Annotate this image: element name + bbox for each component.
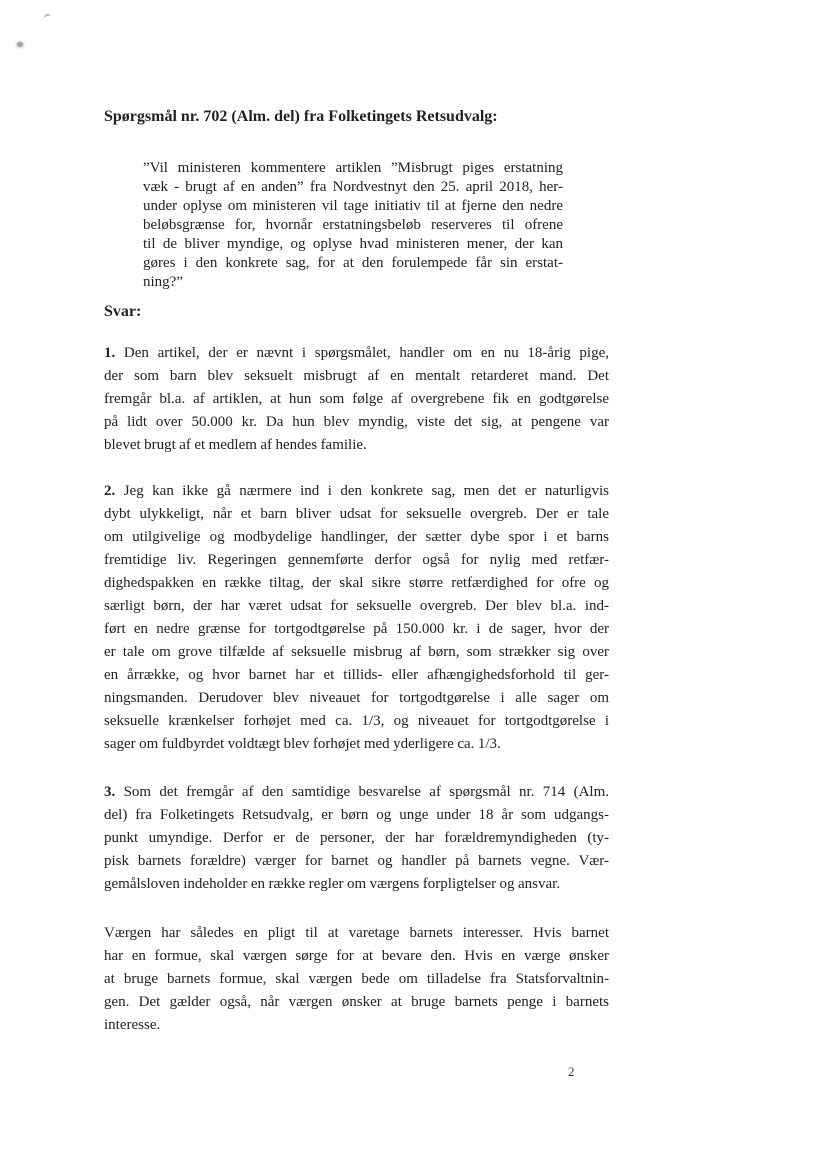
text-line: på lidt over 50.000 kr. Da hun blev myndig, viste det sig, at pengene var <box>104 414 609 430</box>
page-number: 2 <box>568 1064 575 1079</box>
text-line: 2. Jeg kan ikke gå nærmere ind i den konkrete sag, men det er naturligvis <box>104 483 609 499</box>
text-line: fremgår bl.a. af artiklen, at hun som følge af overgrebene fik en godtgørelse <box>104 391 609 407</box>
text-line: gemålsloven indeholder en række regler om værgens forpligtelser og ansvar. <box>104 876 561 892</box>
text-line: der som barn blev seksuelt misbrugt af en mentalt retarderet mand. Det <box>104 368 609 384</box>
scan-artifact <box>43 13 52 22</box>
text-line: blevet brugt af et medlem af hendes familie. <box>104 437 367 453</box>
text-line: fremtidige liv. Regeringen gennemførte derfor også for nylig med retfær- <box>104 552 609 568</box>
text-line: 3. Som det fremgår af den samtidige besvarelse af spørgsmål nr. 714 (Alm. <box>104 784 609 800</box>
text-line: del) fra Folketingets Retsudvalg, er børn og unge under 18 år som udgangs- <box>104 807 609 823</box>
answer-paragraph-2 <box>104 480 609 756</box>
answer-paragraph-1 <box>104 342 609 457</box>
text-line: 1. Den artikel, der er nævnt i spørgsmålet, handler om en nu 18-årig pige, <box>104 345 609 361</box>
text-line: har en formue, skal værgen sørge for at bevare den. Hvis en værge ønsker <box>104 948 609 964</box>
text-line: om utilgivelige og modbydelige handlinger, der sætter dybe spor i et barns <box>104 529 609 545</box>
scan-artifact <box>17 42 23 47</box>
text-line: gen. Det gælder også, når værgen ønsker at bruge barnets penge i barnets <box>104 994 609 1010</box>
text-line: gøres i den konkrete sag, for at den forulempede får sin erstat- <box>143 255 563 271</box>
text-line: dybt ulykkeligt, når et barn bliver udsat for seksuelle overgreb. Der er tale <box>104 506 609 522</box>
text-line: pisk barnets forældre) værger for barnet og handler på barnets vegne. Vær- <box>104 853 609 869</box>
text-line: interesse. <box>104 1017 161 1033</box>
text-line: seksuelle krænkelser forhøjet med ca. 1/3, og niveauet for tortgodtgørelse i <box>104 713 609 729</box>
text-line: væk - brugt af en anden” fra Nordvestnyt den 25. april 2018, her- <box>143 179 563 195</box>
text-line: punkt umyndige. Derfor er de personer, der har forældremyndigheden (ty- <box>104 830 609 846</box>
text-line: ning?” <box>143 274 183 290</box>
question-quote-block <box>143 159 563 292</box>
text-line: dighedspakken en række tiltag, der skal sikre større retfærdighed for ofre og <box>104 575 609 591</box>
text-line: Værgen har således en pligt til at varetage barnets interesser. Hvis barnet <box>104 925 609 941</box>
answer-paragraph-4 <box>104 922 609 1037</box>
text-line: er tale om grove tilfælde af seksuelle misbrug af børn, som strækker sig over <box>104 644 609 660</box>
question-title: Spørgsmål nr. 702 (Alm. del) fra Folketingets Retsudvalg: <box>104 108 498 125</box>
text-line: under oplyse om ministeren vil tage initiativ til at fjerne den nedre <box>143 198 563 214</box>
text-line: ningsmanden. Derudover blev niveauet for tortgodtgørelse i alle sager om <box>104 690 609 706</box>
text-line: beløbsgrænse for, hvornår erstatningsbeløb reserveres til ofrene <box>143 217 563 233</box>
text-line: en årrække, og hvor barnet har et tillids- eller afhængighedsforhold til ger- <box>104 667 609 683</box>
text-line: ”Vil ministeren kommentere artiklen ”Misbrugt piges erstatning <box>143 160 563 176</box>
text-line: særligt børn, der har været udsat for seksuelle overgreb. Der blev bl.a. ind- <box>104 598 609 614</box>
text-line: at bruge barnets formue, skal værgen bede om tilladelse fra Statsforvaltnin- <box>104 971 609 987</box>
text-line: sager om fuldbyrdet voldtægt blev forhøjet med yderligere ca. 1/3. <box>104 736 501 752</box>
text-line: til de bliver myndige, og oplyse hvad ministeren mener, der kan <box>143 236 563 252</box>
text-line: ført en nedre grænse for tortgodtgørelse på 150.000 kr. i de sager, hvor der <box>104 621 609 637</box>
answer-paragraph-3 <box>104 781 609 896</box>
answer-label: Svar: <box>104 303 142 320</box>
